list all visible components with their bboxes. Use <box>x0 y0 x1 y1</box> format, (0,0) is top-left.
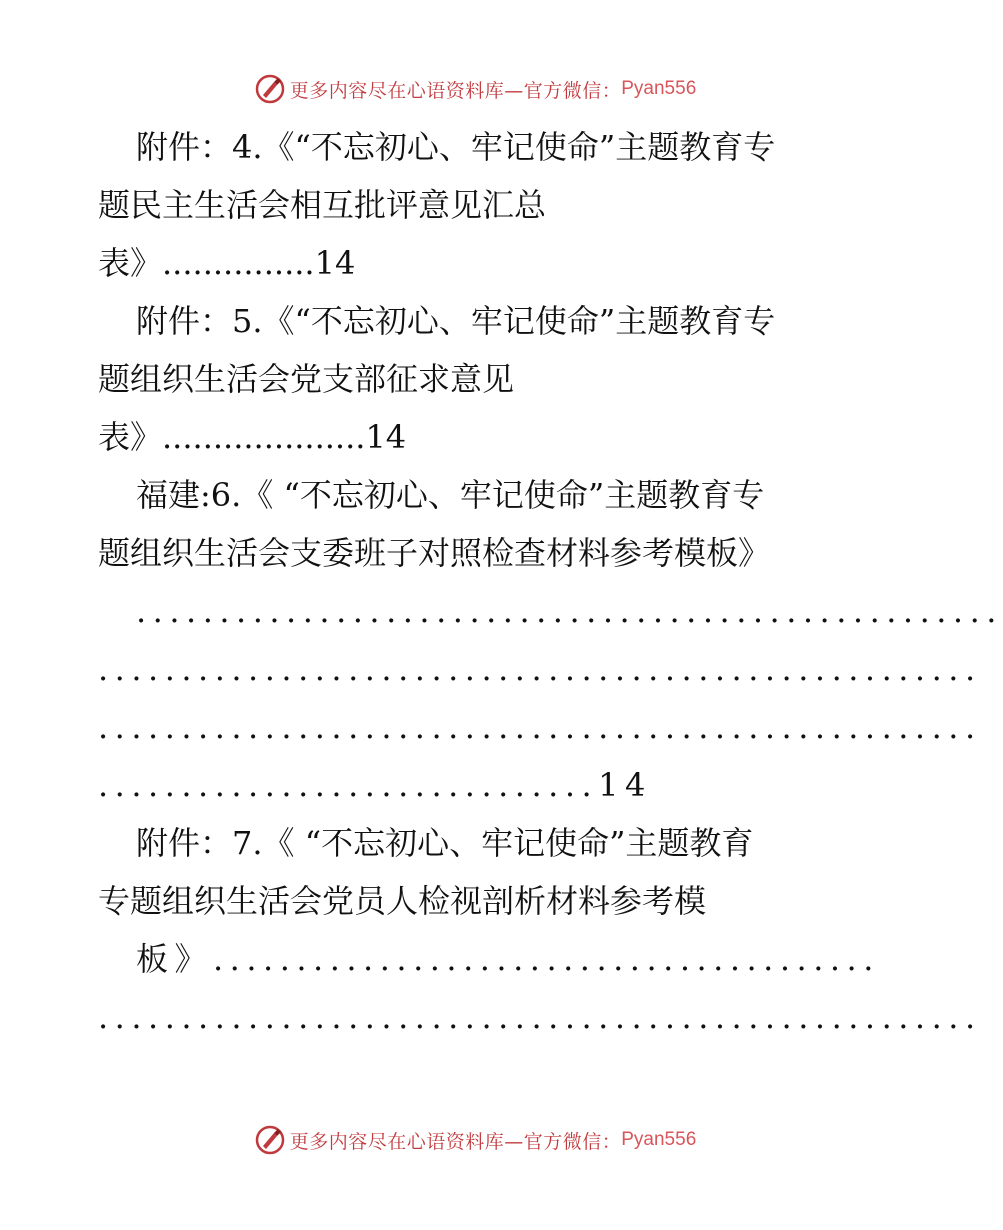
toc-line: 附件：7.《 “不忘初心、牢记使命”主题教育 <box>136 824 754 862</box>
footer-watermark <box>0 1123 950 1157</box>
toc-line: 专题组织生活会党员人检视剖析材料参考模 <box>98 882 707 920</box>
toc-line: 题组织生活会党支部征求意见 <box>98 360 515 398</box>
toc-line: 福建:6.《 “不忘初心、牢记使命”主题教育专 <box>136 476 765 514</box>
toc-line: 附件：5.《“不忘初心、牢记使命”主题教育专 <box>136 302 776 340</box>
brush-logo-icon <box>254 1124 286 1156</box>
toc-dots-line: ..............................14 <box>98 766 652 804</box>
brush-logo-icon <box>254 73 286 105</box>
toc-dots-line: ..................................................... <box>98 650 982 688</box>
toc-line: 题民主生活会相互批评意见汇总 <box>98 186 547 224</box>
toc-dots-line: .................................................... <box>136 592 1003 630</box>
watermark-text: 更多内容尽在心语资料库—官方微信： <box>289 79 622 102</box>
toc-line: 题组织生活会支委班子对照检查材料参考模板》 <box>98 534 771 572</box>
toc-content <box>98 118 1003 1046</box>
watermark-wechat-id: Pyan556 <box>621 78 697 99</box>
header-watermark <box>0 72 950 106</box>
toc-dots-line: 板》........................................ <box>136 940 880 978</box>
toc-line: 附件：4.《“不忘初心、牢记使命”主题教育专 <box>136 128 776 166</box>
watermark-wechat-id: Pyan556 <box>621 1129 697 1150</box>
toc-dots-line: ..................................................... <box>98 708 982 746</box>
watermark-text: 更多内容尽在心语资料库—官方微信： <box>289 1130 622 1153</box>
toc-dots-line: ..................................................... <box>98 998 982 1036</box>
toc-line: 表》...............14 <box>98 244 356 282</box>
toc-line: 表》....................14 <box>98 418 407 456</box>
